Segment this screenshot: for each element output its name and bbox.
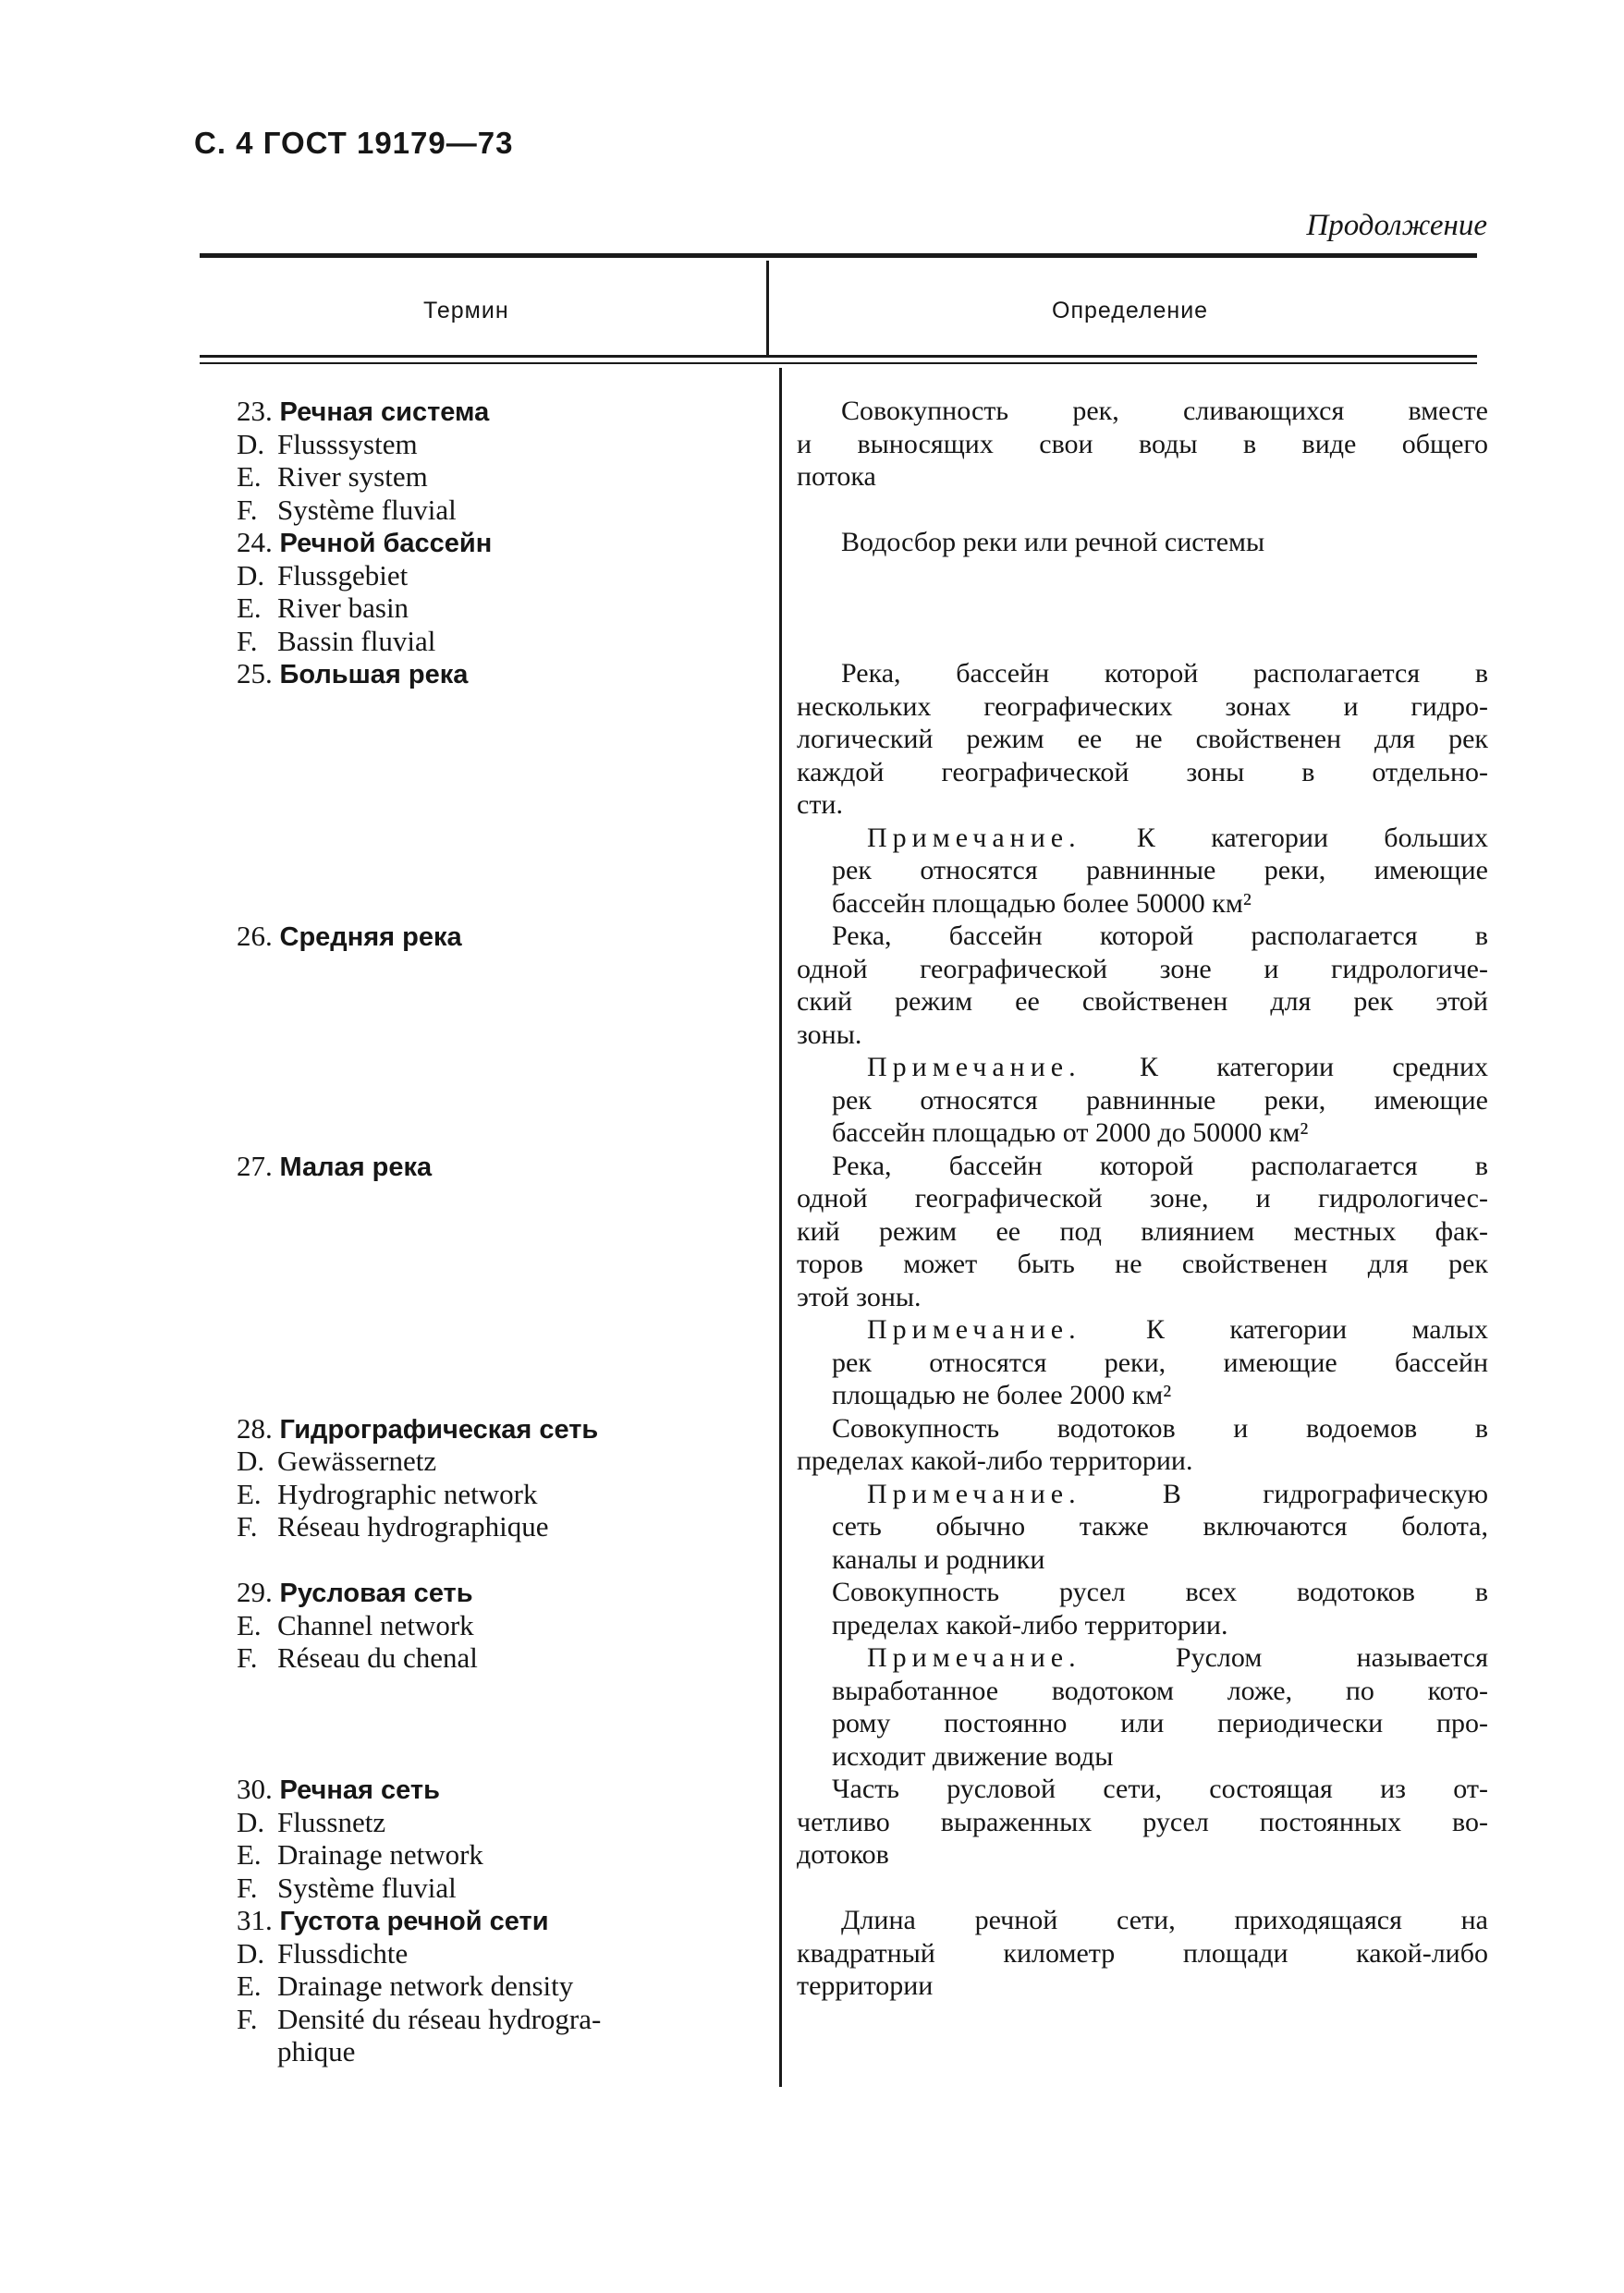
page-header: С. 4 ГОСТ 19179—73 xyxy=(194,126,514,160)
definition-line: зоны. xyxy=(797,1018,862,1050)
definition-line: логический режим ее не свойственен для рек xyxy=(797,724,1488,754)
continuation-label: Продолжение xyxy=(1306,209,1487,242)
definition-line: сти. xyxy=(797,789,843,820)
term-translation: F. Bassin fluvial xyxy=(237,624,436,657)
term-row: 30. Речная сеть xyxy=(237,1773,440,1805)
note-line: Примечание. К категории больших xyxy=(867,822,1488,853)
definition-line: потока xyxy=(797,461,876,492)
term-title: Средняя река xyxy=(279,922,462,952)
term-translation: F. Système fluvial xyxy=(237,1871,457,1904)
note-line: Примечание. К категории средних xyxy=(867,1052,1489,1082)
definition-line: Река, бассейн которой располагается в xyxy=(832,1150,1488,1181)
column-header-definition: Определение xyxy=(1052,298,1209,323)
definition-line: торов может быть не свойственен для рек xyxy=(797,1249,1488,1279)
definition-line: этой зоны. xyxy=(797,1281,922,1312)
definition-line: квадратный километр площади какой-либо xyxy=(797,1937,1488,1969)
note-line: рек относятся реки, имеющие бассейн xyxy=(832,1347,1488,1378)
definition-line: территории xyxy=(797,1970,934,2001)
term-translation: E. Drainage network xyxy=(237,1838,483,1871)
definition-line: Совокупность русел всех водотоков в xyxy=(832,1577,1488,1607)
definition-line: пределах какой-либо территории. xyxy=(832,1609,1228,1640)
definition-line: и выносящих свои воды в виде общего xyxy=(797,428,1488,459)
note-line: рому постоянно или периодически про- xyxy=(832,1708,1488,1738)
note-label: Примечание. xyxy=(867,1314,1081,1345)
note-label: Примечание. xyxy=(867,822,1081,853)
header-rule-2 xyxy=(200,362,1477,364)
note-line: бассейн площадью от 2000 до 50000 км² xyxy=(832,1117,1309,1148)
definition-line: Часть русловой сети, состоящая из от- xyxy=(832,1774,1488,1804)
note-line: выработанное водотоком ложе, по кото- xyxy=(832,1675,1488,1706)
definitions-column xyxy=(797,395,1488,2003)
note-line: Примечание. К категории малых xyxy=(867,1314,1489,1345)
note-line: Примечание. Руслом называется xyxy=(867,1642,1488,1673)
definition-line: Длина речной сети, приходящаяся на xyxy=(841,1905,1488,1935)
term-title: Густота речной сети xyxy=(279,1907,549,1936)
term-row: 31. Густота речной сети xyxy=(237,1904,549,1936)
note-line: рек относятся равнинные реки, имеющие xyxy=(832,1084,1488,1116)
term-translation: E. Channel network xyxy=(237,1608,474,1641)
note-line: Примечание. В гидрографическую xyxy=(867,1478,1489,1509)
term-title: Большая река xyxy=(279,660,469,689)
term-title: Малая река xyxy=(279,1152,433,1182)
term-translation: F. Système fluvial xyxy=(237,493,457,526)
definition-line: одной географической зоне, и гидрологичес- xyxy=(797,1183,1488,1214)
header-rule xyxy=(200,355,1477,358)
term-title: Русловая сеть xyxy=(279,1579,473,1608)
note-label: Примечание. xyxy=(867,1642,1081,1673)
definition-line: дотоков xyxy=(797,1839,889,1870)
term-title: Гидрографическая сеть xyxy=(279,1414,599,1445)
definition-line: Совокупность рек, сливающихся вместе xyxy=(841,396,1488,426)
term-row: 29. Русловая сеть xyxy=(237,1576,473,1608)
definition-line: каждой географической зоны в отдельно- xyxy=(797,756,1488,787)
note-line: исходит движение воды xyxy=(832,1740,1114,1772)
note-label: Примечание. xyxy=(867,1478,1081,1509)
definition-line: Река, бассейн которой располагается в xyxy=(841,658,1488,689)
term-translation: E. Hydrographic network xyxy=(237,1477,538,1510)
term-translation: F. Réseau du chenal xyxy=(237,1641,478,1674)
note-label: Примечание. xyxy=(867,1052,1081,1082)
definition-line: пределах какой-либо территории. xyxy=(797,1445,1193,1476)
column-header-term: Термин xyxy=(423,298,509,323)
term-translation: D. Flussnetz xyxy=(237,1805,386,1838)
term-translation: D. Gewässernetz xyxy=(237,1445,437,1477)
term-translation: E. Drainage network density xyxy=(237,1970,574,2002)
definition-line: одной географической зоне и гидрологиче- xyxy=(797,953,1488,984)
note-line: каналы и родники xyxy=(832,1543,1045,1575)
definition-line: Совокупность водотоков и водоемов в xyxy=(832,1412,1488,1444)
definition-line: кий режим ее под влиянием местных фак- xyxy=(797,1215,1488,1247)
definition-line: нескольких географических зонах и гидро- xyxy=(797,690,1488,722)
term-row: 27. Малая река xyxy=(237,1149,433,1182)
term-translation: D. Flusssystem xyxy=(237,427,418,460)
definition-line: Река, бассейн которой располагается в xyxy=(832,921,1488,951)
term-row: 28. Гидрографическая сеть xyxy=(237,1411,599,1445)
term-translation: F. Densité du réseau hydrogra- xyxy=(237,2002,602,2035)
term-row: 26. Средняя река xyxy=(237,920,462,952)
term-title: Речной бассейн xyxy=(279,529,493,558)
note-line: площадью не более 2000 км² xyxy=(832,1380,1172,1410)
top-rule xyxy=(200,253,1477,258)
term-translation-cont: phique xyxy=(277,2035,356,2067)
term-title: Речная сеть xyxy=(279,1775,440,1805)
column-divider-body xyxy=(779,368,782,2087)
terms-column xyxy=(237,395,754,2068)
term-row: 23. Речная система xyxy=(237,395,490,427)
note-line: рек относятся равнинные реки, имеющие xyxy=(832,855,1488,885)
term-row: 25. Большая река xyxy=(237,657,469,689)
term-translation: E. River basin xyxy=(237,592,409,624)
definition-line: четливо выраженных русел постоянных во- xyxy=(797,1806,1488,1837)
term-title: Речная система xyxy=(279,397,490,427)
term-row: 24. Речной бассейн xyxy=(237,526,493,558)
term-translation: E. River system xyxy=(237,460,428,493)
term-translation: D. Flussgebiet xyxy=(237,558,409,592)
definition-line: ский режим ее свойственен для рек этой xyxy=(797,986,1488,1017)
definition-line: Водосбор реки или речной системы xyxy=(841,527,1265,557)
term-translation: D. Flussdichte xyxy=(237,1936,409,1970)
term-translation: F. Réseau hydrographique xyxy=(237,1510,549,1543)
note-line: бассейн площадью более 50000 км² xyxy=(832,887,1252,919)
column-divider xyxy=(766,261,769,356)
note-line: сеть обычно также включаются болота, xyxy=(832,1511,1488,1542)
